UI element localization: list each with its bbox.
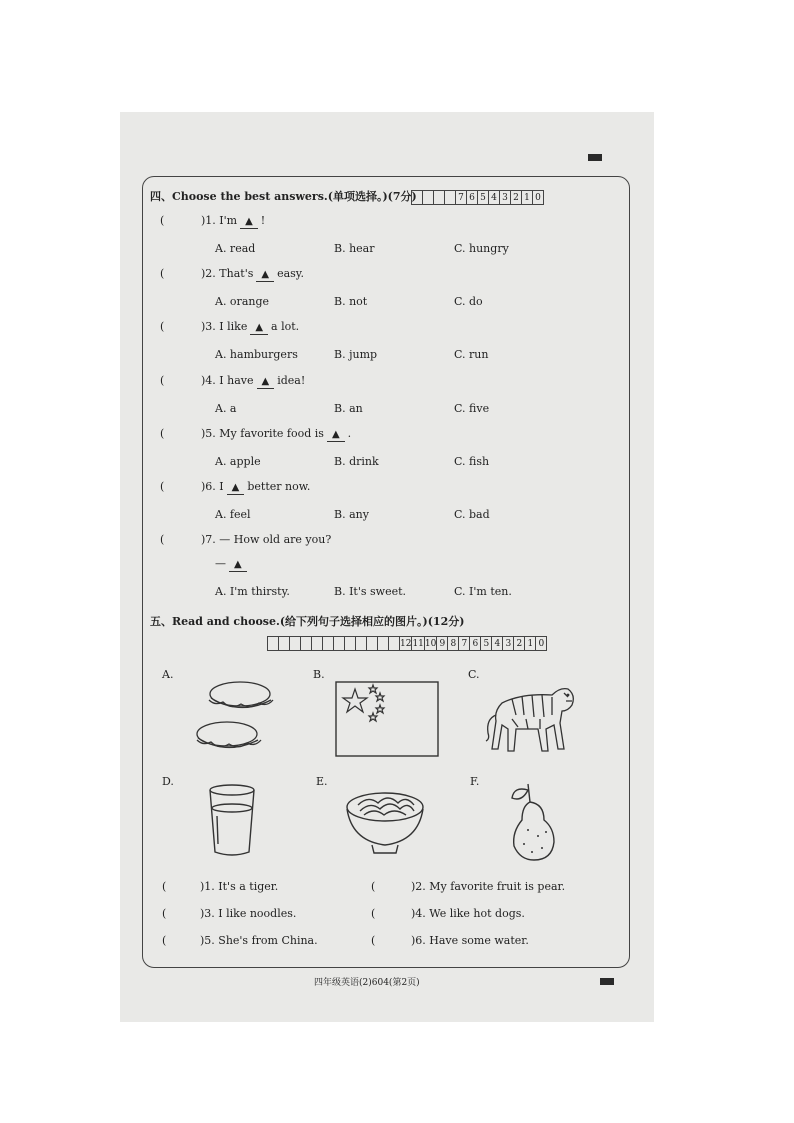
- option-c[interactable]: C. do: [454, 295, 483, 308]
- question-text: 6. I: [205, 480, 224, 493]
- answer-paren-close: ): [201, 480, 206, 493]
- blank-marker: ▲: [240, 216, 258, 229]
- option-c[interactable]: C. fish: [454, 455, 490, 468]
- blank-marker: ▲: [327, 429, 345, 442]
- sentence-3: )3. I like noodles.: [200, 907, 297, 920]
- score-cell: 1: [525, 637, 536, 651]
- option-a[interactable]: A. I'm thirsty.: [215, 585, 290, 598]
- score-cell: [345, 637, 356, 651]
- option-b[interactable]: B. not: [334, 295, 368, 308]
- dash: —: [215, 557, 226, 570]
- answer-paren[interactable]: (: [160, 533, 165, 546]
- tiger-icon: [482, 675, 577, 760]
- score-cell: 4: [492, 637, 503, 651]
- answer-paren[interactable]: (: [160, 427, 165, 440]
- score-cell: [367, 637, 378, 651]
- score-cell: [356, 637, 367, 651]
- score-cell: 4: [489, 191, 500, 205]
- question-6: [201, 480, 310, 495]
- answer-paren-close: ): [201, 533, 206, 546]
- score-cell: [389, 637, 400, 651]
- score-cell: 11: [412, 638, 424, 649]
- score-cell: 6: [470, 637, 481, 651]
- option-c[interactable]: C. run: [454, 348, 489, 361]
- score-cell: [268, 637, 279, 651]
- picture-label-e: E.: [316, 775, 328, 788]
- picture-label-b: B.: [313, 668, 325, 681]
- registration-mark: [600, 978, 614, 985]
- score-cell: [434, 191, 445, 205]
- option-b[interactable]: B. hear: [334, 242, 375, 255]
- question-text: 1. I'm: [205, 214, 238, 227]
- blank-marker: ▲: [257, 376, 275, 389]
- score-cell: 2: [514, 637, 525, 651]
- score-cell: 5: [481, 637, 492, 651]
- score-cell: 10: [424, 638, 437, 649]
- answer-paren[interactable]: (: [371, 880, 376, 893]
- question-text: 2. That's: [205, 267, 254, 280]
- question-text: 3. I like: [205, 320, 248, 333]
- glass-of-water-icon: [205, 782, 260, 860]
- option-a[interactable]: A. feel: [215, 508, 251, 521]
- section5-title: 五、Read and choose.(给下列句子选择相应的图片。)(12分): [150, 615, 465, 628]
- score-cell: [378, 637, 389, 651]
- score-cell: [423, 191, 434, 205]
- question-text-end: !: [260, 214, 266, 227]
- score-cell: [334, 637, 345, 651]
- question-text-end: a lot.: [271, 320, 300, 333]
- pear-icon: [508, 780, 558, 864]
- score-cell: 1: [522, 191, 533, 205]
- option-b[interactable]: B. an: [334, 402, 363, 415]
- option-b[interactable]: B. It's sweet.: [334, 585, 407, 598]
- question-7: [201, 533, 331, 546]
- option-a[interactable]: A. hamburgers: [215, 348, 298, 361]
- answer-paren[interactable]: (: [160, 320, 165, 333]
- score-cell: [301, 637, 312, 651]
- score-cell: 7: [456, 191, 467, 205]
- question-text: 5. My favorite food is: [205, 427, 324, 440]
- answer-paren-close: ): [201, 214, 206, 227]
- option-b[interactable]: B. jump: [334, 348, 378, 361]
- option-a[interactable]: A. a: [215, 402, 237, 415]
- sentence-1: )1. It's a tiger.: [200, 880, 279, 893]
- answer-line: [215, 557, 250, 572]
- question-4: [201, 374, 305, 389]
- section5-score-table: [267, 636, 547, 651]
- answer-paren[interactable]: (: [162, 880, 167, 893]
- answer-paren-close: ): [201, 267, 206, 280]
- option-b[interactable]: B. any: [334, 508, 369, 521]
- blank-marker: ▲: [256, 269, 274, 282]
- question-text: 7. — How old are you?: [205, 533, 332, 546]
- answer-paren[interactable]: (: [160, 374, 165, 387]
- picture-label-f: F.: [470, 775, 480, 788]
- answer-paren-close: ): [201, 320, 206, 333]
- sentence-4: )4. We like hot dogs.: [411, 907, 525, 920]
- hot-dogs-icon: [195, 672, 285, 767]
- score-cell: [290, 637, 301, 651]
- question-text-end: better now.: [247, 480, 311, 493]
- page-footer: 四年级英语(2)604(第2页): [314, 978, 420, 988]
- answer-paren[interactable]: (: [371, 907, 376, 920]
- score-cell: [445, 191, 456, 205]
- option-a[interactable]: A. apple: [215, 455, 261, 468]
- question-5: [201, 427, 351, 442]
- score-cell: [412, 191, 423, 205]
- score-cell: 9: [437, 637, 448, 651]
- picture-label-d: D.: [162, 775, 174, 788]
- score-cell: 0: [533, 191, 544, 205]
- score-cell: 8: [448, 637, 459, 651]
- score-cell: 12: [400, 638, 412, 649]
- sentence-6: )6. Have some water.: [411, 934, 529, 947]
- option-c[interactable]: C. five: [454, 402, 490, 415]
- option-a[interactable]: A. read: [215, 242, 256, 255]
- picture-label-c: C.: [468, 668, 480, 681]
- answer-paren[interactable]: (: [160, 214, 165, 227]
- score-cell: 0: [536, 637, 547, 651]
- answer-paren[interactable]: (: [162, 934, 167, 947]
- question-text-end: easy.: [277, 267, 305, 280]
- score-cell: 2: [511, 191, 522, 205]
- noodles-bowl-icon: [344, 785, 426, 857]
- option-c[interactable]: C. hungry: [454, 242, 509, 255]
- score-cell: 7: [459, 637, 470, 651]
- china-flag-icon: [335, 681, 440, 759]
- section4-title: 四、Choose the best answers.(单项选择。)(7分): [150, 190, 417, 203]
- question-text-end: .: [347, 427, 352, 440]
- question-2: [201, 267, 304, 282]
- score-cell: [323, 637, 334, 651]
- score-cell: 5: [478, 191, 489, 205]
- answer-paren[interactable]: (: [162, 907, 167, 920]
- registration-mark: [588, 154, 602, 161]
- question-1: [201, 214, 265, 229]
- sentence-2: )2. My favorite fruit is pear.: [411, 880, 566, 893]
- picture-label-a: A.: [162, 668, 174, 681]
- score-cell: 3: [503, 637, 514, 651]
- option-a[interactable]: A. orange: [215, 295, 270, 308]
- option-c[interactable]: C. bad: [454, 508, 490, 521]
- option-b[interactable]: B. drink: [334, 455, 379, 468]
- score-cell: [279, 637, 290, 651]
- sentence-5: )5. She's from China.: [200, 934, 318, 947]
- answer-paren[interactable]: (: [160, 267, 165, 280]
- answer-paren-close: ): [201, 374, 206, 387]
- blank-marker: ▲: [250, 322, 268, 335]
- option-c[interactable]: C. I'm ten.: [454, 585, 512, 598]
- question-3: [201, 320, 299, 335]
- question-text: 4. I have: [205, 374, 254, 387]
- score-cell: 6: [467, 191, 478, 205]
- blank-marker: ▲: [227, 482, 245, 495]
- blank-marker: ▲: [229, 559, 247, 572]
- score-cell: 3: [500, 191, 511, 205]
- answer-paren-close: ): [201, 427, 206, 440]
- score-cell: [312, 637, 323, 651]
- answer-paren[interactable]: (: [160, 480, 165, 493]
- question-text-end: idea!: [277, 374, 306, 387]
- answer-paren[interactable]: (: [371, 934, 376, 947]
- section4-score-table: [411, 190, 544, 205]
